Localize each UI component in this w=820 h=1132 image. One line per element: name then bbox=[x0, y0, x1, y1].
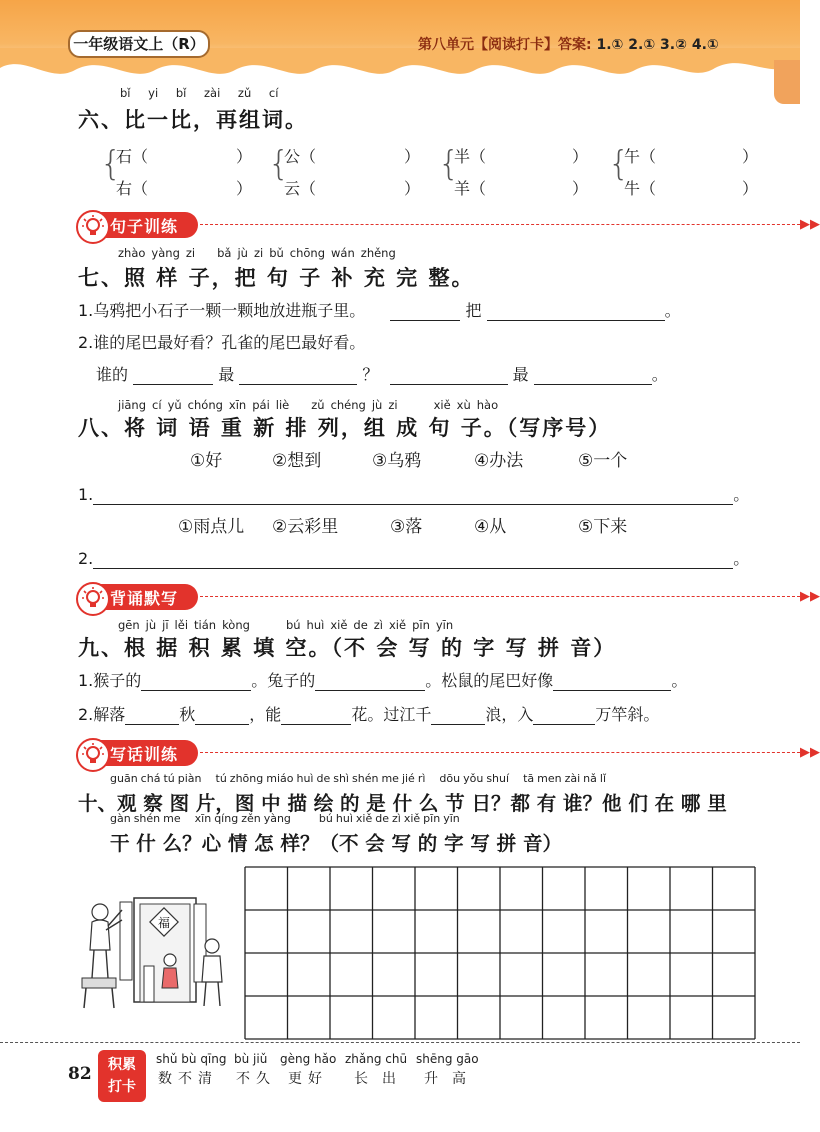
option: ②想到 bbox=[272, 451, 322, 471]
answer-blank[interactable] bbox=[390, 302, 460, 321]
banner-dashed-line bbox=[200, 752, 800, 753]
section-banner-writing bbox=[78, 740, 820, 766]
banner-label: 背诵默写 bbox=[110, 589, 179, 608]
option: ①雨点儿 bbox=[178, 517, 245, 537]
answer-blank[interactable] bbox=[93, 486, 733, 505]
q6-pinyin: bǐ yi bǐ zài zǔ cí bbox=[120, 86, 279, 100]
q8-answer-2: 2. 。 bbox=[78, 549, 750, 568]
fu-character: 福 bbox=[157, 916, 171, 930]
answer-blank[interactable] bbox=[133, 366, 213, 385]
answer-blank[interactable] bbox=[281, 706, 351, 725]
option: ③乌鸦 bbox=[372, 451, 422, 471]
vocab-word: 更好 bbox=[288, 1071, 328, 1087]
page-number: 82 bbox=[68, 1064, 92, 1084]
compare-1-bottom: 右（ bbox=[116, 179, 149, 198]
option: ③落 bbox=[390, 517, 423, 537]
banner-label: 写话训练 bbox=[110, 745, 179, 764]
answer-blank[interactable] bbox=[239, 366, 357, 385]
vocab-pinyin: shēng gāo bbox=[416, 1052, 479, 1066]
accumulate-tag bbox=[98, 1050, 146, 1102]
answer-blank[interactable] bbox=[533, 706, 595, 725]
option: ⑤一个 bbox=[578, 451, 628, 471]
answer-label: 第八单元【阅读打卡】答案: bbox=[418, 37, 592, 53]
tag-line-1: 积累 bbox=[108, 1057, 136, 1073]
q9-pinyin: gēn jù jī lěi tián kòng bú huì xiě de zì xiě pīn yīn bbox=[118, 618, 454, 632]
close-paren: ） bbox=[404, 179, 421, 198]
close-paren: ） bbox=[236, 179, 253, 198]
lightbulb-icon bbox=[76, 582, 110, 616]
father-head bbox=[92, 904, 108, 920]
compare-1-top: 石（ bbox=[116, 147, 149, 166]
lightbulb-icon bbox=[76, 738, 110, 772]
child-head bbox=[164, 954, 176, 966]
brace-1: { bbox=[100, 144, 122, 184]
answer-blank[interactable] bbox=[125, 706, 179, 725]
option: ②云彩里 bbox=[272, 517, 339, 537]
vocab-pinyin: gèng hǎo bbox=[280, 1052, 337, 1066]
section-banner-recite bbox=[78, 584, 820, 610]
q9-line-2: 2.解落 秋 ，能 花。过江千 浪，入 万竿斜。 bbox=[78, 705, 660, 724]
double-arrow-icon: ▶▶ bbox=[800, 745, 820, 760]
q10-title-line2: 干 什 么？心 情 怎 样？（不 会 写 的 字 写 拼 音） bbox=[110, 832, 562, 855]
vocab-pinyin: zhǎng chū bbox=[345, 1052, 408, 1066]
option: ④从 bbox=[474, 517, 507, 537]
brace-3: { bbox=[438, 144, 460, 184]
vocab-word: 升高 bbox=[424, 1071, 480, 1087]
q7-title: 七、照 样 子，把 句 子 补 充 完 整。 bbox=[78, 266, 475, 290]
couplet-left bbox=[120, 902, 132, 980]
mother-head bbox=[205, 939, 219, 953]
page-corner-fold bbox=[774, 60, 800, 104]
q7-item2-blanks: 谁的 最 ？ 最 。 bbox=[96, 365, 668, 384]
q7-item1-text: 1.乌鸦把小石子一颗一颗地放进瓶子里。 bbox=[78, 301, 366, 320]
double-arrow-icon: ▶▶ bbox=[800, 589, 820, 604]
option: ①好 bbox=[190, 451, 223, 471]
compare-4-bottom: 牛（ bbox=[624, 179, 657, 198]
q7-item1-ba: 把 bbox=[465, 301, 482, 320]
compare-2-top: 公（ bbox=[284, 147, 317, 166]
close-paren: ） bbox=[572, 179, 589, 198]
close-paren: ） bbox=[404, 147, 421, 166]
q8-answer-1: 1. 。 bbox=[78, 485, 750, 504]
book-tag: 一年级语文上（R） bbox=[68, 30, 210, 58]
option: ④办法 bbox=[474, 451, 524, 471]
q10-title-line1: 十、观 察 图 片，图 中 描 绘 的 是 什 么 节 日？都 有 谁？他 们 在 哪 里 bbox=[78, 792, 727, 815]
q6-title: 六、比一比，再组词。 bbox=[78, 108, 308, 132]
answer-blank[interactable] bbox=[93, 550, 733, 569]
answer-key bbox=[418, 34, 719, 54]
double-arrow-icon: ▶▶ bbox=[800, 217, 820, 232]
close-paren: ） bbox=[742, 179, 759, 198]
vocab-word: 不久 bbox=[236, 1071, 276, 1087]
brace-4: { bbox=[608, 144, 630, 184]
answer-blank[interactable] bbox=[315, 672, 425, 691]
answer-blank[interactable] bbox=[431, 706, 485, 725]
close-paren: ） bbox=[236, 147, 253, 166]
vocab-word: 数不清 bbox=[158, 1071, 218, 1087]
answer-blank[interactable] bbox=[390, 366, 508, 385]
compare-2-bottom: 云（ bbox=[284, 179, 317, 198]
answer-blank[interactable] bbox=[141, 672, 251, 691]
answer-values: 1.① 2.① 3.② 4.① bbox=[596, 37, 719, 53]
answer-blank[interactable] bbox=[553, 672, 671, 691]
q10-pinyin-2: gàn shén me xīn qíng zěn yàng bú huì xiě de zì xiě pīn yīn bbox=[110, 812, 460, 825]
q7-item1: 1.乌鸦把小石子一颗一颗地放进瓶子里。 把 。 bbox=[78, 301, 681, 320]
vocab-word: 长出 bbox=[354, 1071, 410, 1087]
option: ⑤下来 bbox=[578, 517, 628, 537]
vocab-pinyin: shǔ bù qīng bbox=[156, 1052, 227, 1066]
vocab-pinyin: bù jiǔ bbox=[234, 1052, 268, 1066]
q9-title: 九、根 据 积 累 填 空。（不 会 写 的 字 写 拼 音） bbox=[78, 636, 617, 660]
q8-title: 八、将 词 语 重 新 排 列，组 成 句 子。（写序号） bbox=[78, 416, 612, 440]
lightbulb-icon bbox=[76, 210, 110, 244]
q10-pinyin-1: guān chá tú piàn tú zhōng miáo huì de shì shén me jié rì dōu yǒu shuí tā men zài nǎ lǐ bbox=[110, 772, 607, 785]
q9-line-1: 1.猴子的 。兔子的 。松鼠的尾巴好像 。 bbox=[78, 671, 688, 690]
tag-line-2: 打卡 bbox=[108, 1079, 136, 1095]
couplet-held bbox=[144, 966, 154, 1002]
compare-4-top: 午（ bbox=[624, 147, 657, 166]
banner-label: 句子训练 bbox=[110, 217, 179, 236]
compare-3-top: 半（ bbox=[454, 147, 487, 166]
section-banner-sentence-training bbox=[78, 212, 820, 238]
q8-pinyin: jiāng cí yǔ chóng xīn pái liè zǔ chéng jù zi xiě xù hào bbox=[118, 398, 499, 412]
close-paren: ） bbox=[572, 147, 589, 166]
answer-blank[interactable] bbox=[195, 706, 249, 725]
banner-dashed-line bbox=[200, 596, 800, 597]
footer-divider bbox=[0, 1042, 800, 1043]
compare-3-bottom: 羊（ bbox=[454, 179, 487, 198]
spring-festival-illustration bbox=[76, 890, 236, 1010]
q7-item2: 2.谁的尾巴最好看？孔雀的尾巴最好看。 bbox=[78, 333, 366, 352]
stool bbox=[82, 978, 116, 988]
writing-grid[interactable] bbox=[244, 866, 756, 1040]
q7-pinyin: zhào yàng zi bǎ jù zi bǔ chōng wán zhěng bbox=[118, 246, 396, 260]
answer-blank[interactable] bbox=[487, 302, 665, 321]
brace-2: { bbox=[268, 144, 290, 184]
answer-blank[interactable] bbox=[534, 366, 652, 385]
close-paren: ） bbox=[742, 147, 759, 166]
banner-dashed-line bbox=[200, 224, 800, 225]
